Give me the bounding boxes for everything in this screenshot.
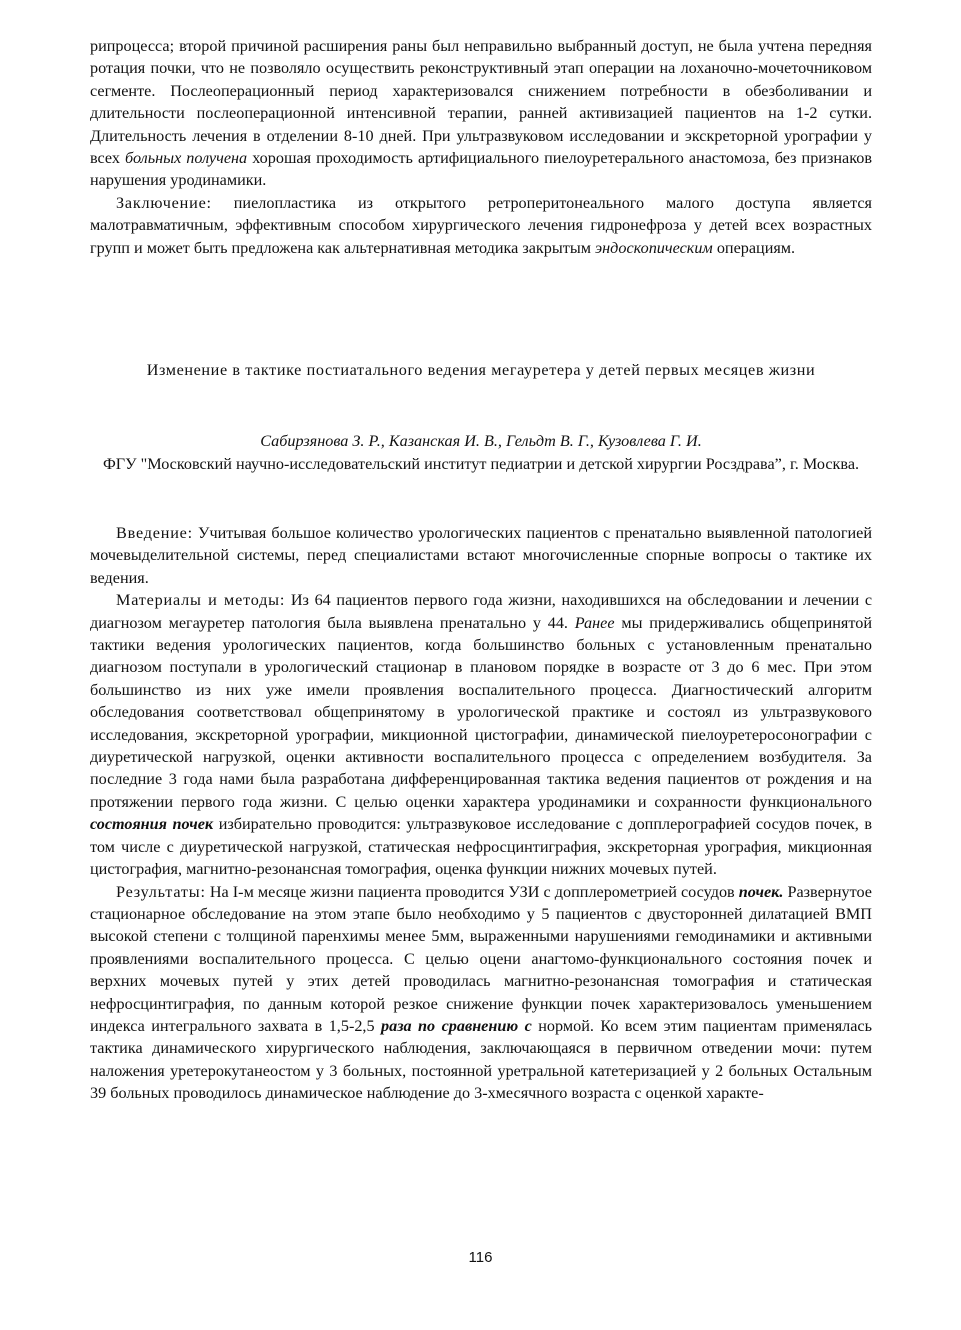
paragraph-text: Из 64 пациентов первого года жизни, находившихся на обследовании и лечении с диагнозом мегауретер патология была выявлена пренатально у 44.	[90, 591, 873, 632]
article-affiliation: ФГУ "Московский научно-исследовательский институт педиатрии и детской хирургии Росздрава”, г. Москва.	[102, 455, 860, 473]
results-paragraph	[90, 881, 872, 1105]
paragraph-text: мы придерживались общепринятой тактики ведения урологических пациентов, когда большинство больных с установленным пренатально диагнозом поступали в урологический стационар в плановом порядке в возрасте от 3 до 6 мес. При этом большинство из них уже имели проявления воспалительного процесса. Диагностический алгоритм обследования соответствовал общепринятому в урологической практике и состоял из ультразвукового исследования, экскреторной урографии, микционной цистографии, динамической пиелоуретеросонографии с диуретической нагрузкой, оценки активности воспалительного процесса с определением возбудителя. За последние 3 года нами была разработана дифференцированная тактика ведения пациентов от рождения и на протяжении первого года жизни. С целью оценки характера уродинамики и сохранности функционального	[90, 613, 872, 811]
methods-paragraph	[90, 589, 872, 880]
article-authors: Сабирзянова З. Р., Казанская И. В., Гельдт В. Г., Кузовлева Г. И.	[260, 432, 702, 450]
paragraph-text: хорошая проходимость артифициального пиелоуретерального анастомоза, без признаков нарушения уродинамики.	[90, 149, 872, 190]
paragraph-text: нормой. Ко всем этим пациентам применялась тактика динамического хирургического наблюдения, заключающаяся в первичном отведении мочи: путем наложения уретерокутанеостом у 3 больных, постоянной уретральной катетеризацией у 2 больных Остальным 39 больных проводилось динамическое наблюдение до 3-хмесячного возраста с оценкой характе-	[90, 1016, 873, 1103]
italic-text: больных получена	[125, 149, 248, 168]
paragraph-text: Развернутое стационарное обследование на этом этапе было необходимо у 5 пациентов с двусторонней дилатацией ВМП высокой степени с толщиной паренхимы менее 5мм, выраженными нарушениями гемодинамики и активными проявлениями воспалительного процесса. С целью оцени анагтомо-функционального состояния почек и верхних мочевых путей у этих детей проводилась магнитно-резонансная томография и статическая нефросцинтиграфия, по данным которой резкое снижение функции почек характеризовалось уменьшением индекса интегрального захвата в 1,5-2,5	[90, 882, 872, 1035]
article-title: Изменение в тактике постиатального ведения мегауретера у детей первых месяцев жизни	[146, 361, 816, 379]
italic-text: эндоскопическим	[595, 238, 713, 257]
paragraph-text: операциям.	[712, 238, 796, 257]
article-body	[90, 522, 872, 1105]
continuation-block	[90, 35, 872, 259]
bold-italic-text: состояния почек	[90, 815, 214, 834]
section-lead: Введение:	[116, 524, 193, 542]
paragraph-text: На I-м месяце жизни пациента проводится УЗИ с допплерометрией сосудов	[205, 882, 739, 901]
bold-italic-text: раза по сравнению с	[381, 1016, 532, 1035]
italic-text: Ранее	[574, 613, 615, 632]
paragraph-text: пиелопластика из открытого ретроперитонеального малого доступа является малотравматичным, эффективным способом хирургического лечения гидронефроза у детей всех возрастных групп и может быть предложена как альтернативная методика закрытым	[90, 193, 872, 257]
paragraph-text: избирательно проводится: ультразвуковое исследование с допплерографией сосудов почек, в том числе с диуретической нагрузкой, статическая нефросцинтиграфия, экскреторная урография, микционная цистография, магнитно-резонансная томография, оценка функции нижних мочевых путей.	[90, 815, 872, 879]
section-lead: Заключение:	[116, 193, 212, 212]
page-number: 116	[468, 1249, 493, 1266]
section-lead: Результаты:	[116, 882, 206, 901]
conclusion-paragraph	[90, 192, 872, 259]
intro-paragraph	[90, 522, 872, 589]
continuation-paragraph	[90, 35, 872, 192]
bold-italic-text: почек.	[738, 882, 784, 901]
paragraph-text: Учитывая большое количество урологических пациентов с пренатально выявленной патологией мочевыделительной системы, перед специалистами встают многочисленные спорные вопросы о тактике их ведения.	[90, 524, 872, 587]
section-lead: Материалы и методы:	[116, 591, 286, 610]
paragraph-text: рипроцесса; второй причиной расширения раны был неправильно выбранный доступ, не была учтена передняя ротация почки, что не позволяло осуществить реконструктивный этап операции на лоханочно-мочеточниковом сегменте. Послеоперационный период характеризовался снижением потребности в обезболивании и длительности послеоперационной интенсивной терапии, ранней активизацией пациентов на 1-2 сутки. Длительность лечения в отделении 8-10 дней. При ультразвуковом исследовании и экскреторной урографии у всех	[90, 37, 872, 168]
